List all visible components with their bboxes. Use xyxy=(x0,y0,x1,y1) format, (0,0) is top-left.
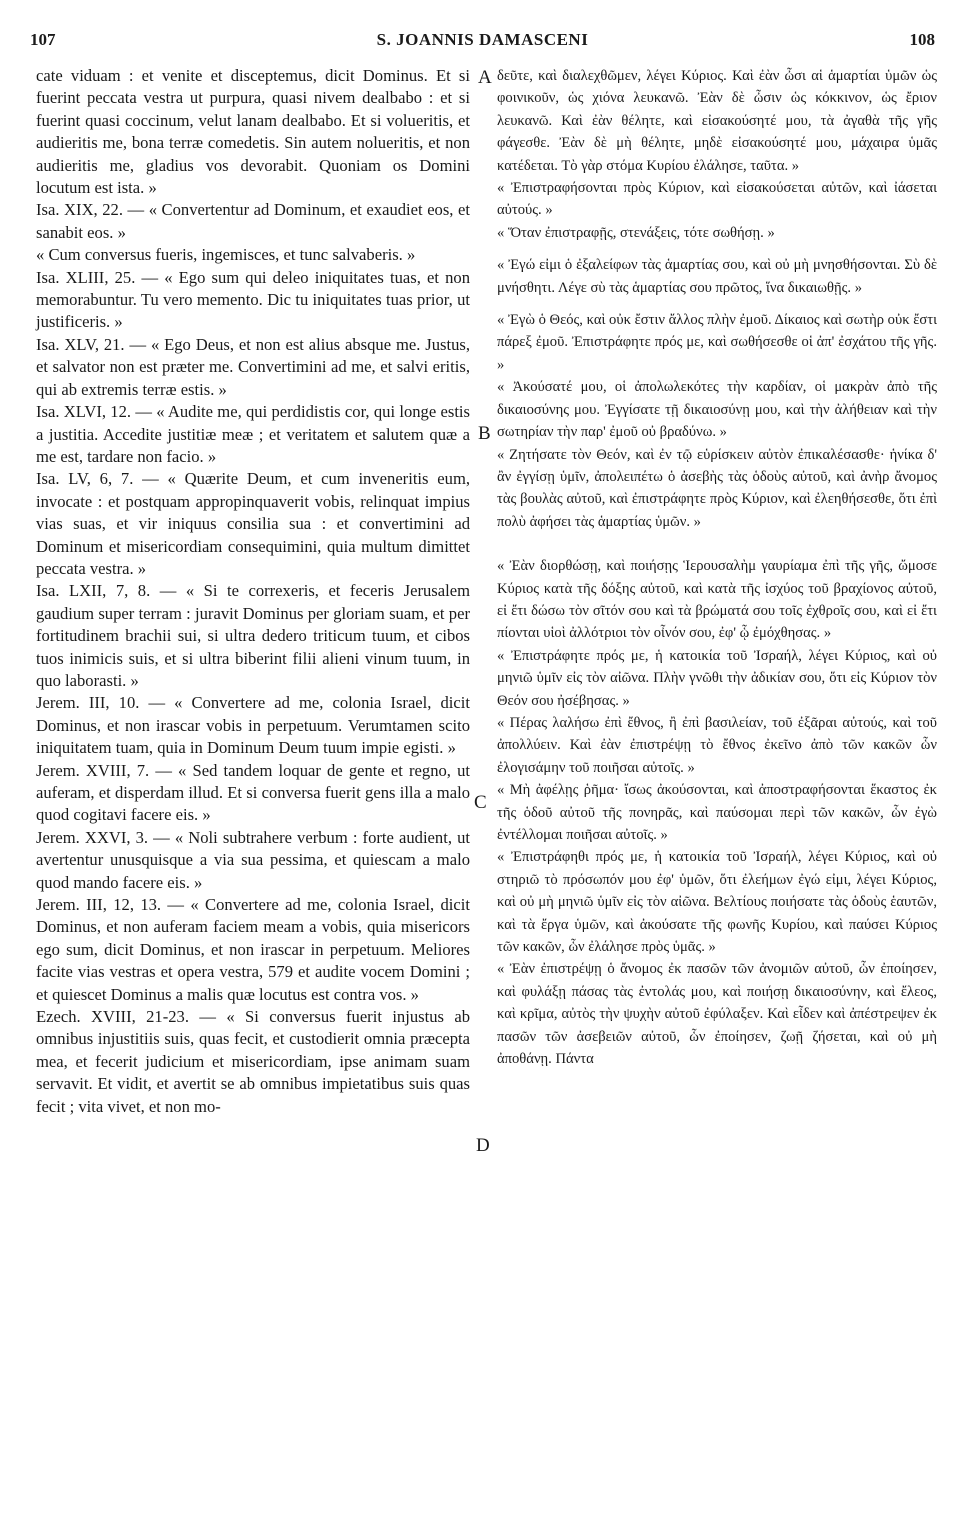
greek-column xyxy=(497,65,937,1070)
greek-paragraph: « Ζητήσατε τὸν Θεόν, καὶ ἐν τῷ εὑρίσκειν αὐτὸν ἐπικαλέσασθε· ἡνίκα δ' ἂν ἐγγίσῃ ὑμῖν, ἀπολειπέτω ὁ ἀσεβὴς τὰς ὁδοὺς αὐτοῦ, καὶ ἀνὴρ ἄνομος τὰς βουλὰς αὐτοῦ, καὶ ἐπιστράφητε πρὸς Κύριον, καὶ ἐλεηθήσεσθε, ὅτι ἐπὶ πολὺ ἀφήσει τὰς ἁμαρτίας ὑμῶν. » xyxy=(497,446,937,530)
latin-paragraph: Jerem. XVIII, 7. — « Sed tandem loquar de gente et regno, ut auferam, et disperdam illud. Et si conversa fuerit gens illa a malo quod cogitavi facere eis. » xyxy=(36,760,470,825)
latin-column xyxy=(36,65,470,1118)
greek-paragraph: « Ἐπιστράφηθι πρός με, ἡ κατοικία τοῦ Ἰσραήλ, λέγει Κύριος, καὶ οὐ στηριῶ τὸ πρόσωπόν μου ἐφ' ὑμῶν, ὅτι ἐλεήμων ἐγώ εἰμι, λέγει Κύριος, καὶ οὐ μὴ μηνιῶ ὑμῖν εἰς τὸν αἰῶνα. Βελτίους ποιήσατε τὰς ὁδοὺς ἑαυτῶν, καὶ τὰ ἔργα ὑμῶν, καὶ ἀκούσατε τῆς φωνῆς Κυρίου, καὶ παύσει Κύριος τῶν κακῶν, ὧν ἐλάλησε πρὸς ὑμᾶς. » xyxy=(497,849,937,956)
latin-paragraph: Isa. LXII, 7, 8. — « Si te correxeris, et feceris Jerusalem gaudium super terram : juravit Dominus per gloriam suam, et per fortitudinem brachii sui, si ultra dedero triticum tuum, et cibos tuos inimicis suis, et si ultra biberint filii alieni vinum tuum, in quo laborasti. » xyxy=(36,581,470,690)
latin-paragraph: Jerem. XXVI, 3. — « Noli subtrahere verbum : forte audient, ut avertentur unusquisque a via sua pessima, et quiescam a malo quod mando facere eis. » xyxy=(36,827,470,892)
latin-paragraph: Isa. XIX, 22. — « Convertentur ad Dominum, et exaudiet eos, et sanabit eos. » xyxy=(36,200,470,242)
latin-paragraph: Isa. LV, 6, 7. — « Quærite Deum, et cum inveneritis eum, invocate : et postquam appropinquaverit vobis, relinquat impius vias suas, et vir iniquus consilia sua : et convertimini ad Dominum et misericordiam consequimini, quia multum dimittet peccata vestra. » xyxy=(36,469,470,578)
latin-paragraph: Isa. XLIII, 25. — « Ego sum qui deleo iniquitates tuas, et non memorabuntur. Tu vero memento. Dic tu iniquitates tuas prior, ut justificeris. » xyxy=(36,267,470,332)
latin-paragraph: cate viduam : et venite et disceptemus, dicit Dominus. Et si fuerint peccata vestra ut purpura, quasi nivem dealbabo : et si fuerint quasi coccinum, velut lanam dealbabo. Et si volueritis, et audieritis me, bona terræ comedetis. Sin autem nolueritis, et non audieritis me, gladius vos devorabit. Quoniam os Domini locutum est ista. » xyxy=(36,66,470,198)
greek-paragraph: « Ὅταν ἐπιστραφῇς, στενάξεις, τότε σωθήσῃ. » xyxy=(497,224,775,241)
greek-paragraph: « Ἐγὼ ὁ Θεός, καὶ οὐκ ἔστιν ἄλλος πλὴν ἐμοῦ. Δίκαιος καὶ σωτὴρ οὐκ ἔστι πάρεξ ἐμοῦ. Ἐπιστράφητε πρός με, καὶ σωθήσεσθε οἱ ἀπ' ἐσχάτου τῆς γῆς. » xyxy=(497,312,937,373)
greek-paragraph: « Ἐπιστράφητε πρός με, ἡ κατοικία τοῦ Ἰσραήλ, λέγει Κύριος, καὶ οὐ μηνιῶ ὑμῖν εἰς τὸν αἰῶνα. Πλὴν γνῶθι τὴν ἀδικίαν σου, ὅτι εἰς Κύριον τὸν Θεόν σου ἠσέβησας. » xyxy=(497,647,937,709)
running-title: S. JOANNIS DAMASCENI xyxy=(376,30,589,49)
margin-marker-a: A xyxy=(478,67,492,88)
greek-paragraph: δεῦτε, καὶ διαλεχθῶμεν, λέγει Κύριος. Καὶ ἐὰν ὦσι αἱ ἁμαρτίαι ὑμῶν ὡς φοινικοῦν, ὡς χιόνα λευκανῶ. Ἐὰν δὲ ὦσιν ὡς κόκκινον, ὡς ἔριον λευκανῶ. Καὶ ἐὰν θέλητε, καὶ εἰσακούσητέ μου, τὰ ἀγαθὰ τῆς γῆς φάγεσθε. Ἐὰν δὲ μὴ θέλητε, μηδὲ εἰσακούσητέ μου, μάχαιρα ὑμᾶς κατέδεται. Τὸ γὰρ στόμα Κυρίου ἐλάλησε, ταῦτα. » xyxy=(497,68,937,174)
running-header xyxy=(30,30,935,56)
greek-paragraph: « Ἐγώ εἰμι ὁ ἐξαλείφων τὰς ἁμαρτίας σου, καὶ οὐ μὴ μνησθήσονται. Σὺ δὲ μνήσθητι. Λέγε σὺ τὰς ἁμαρτίας σου πρῶτος, ἵνα δικαιωθῇς. » xyxy=(497,257,937,296)
latin-paragraph: Jerem. III, 10. — « Convertere ad me, colonia Israel, dicit Dominus, et non irascar vobis in perpetuum. Verumtamen scito iniquitatem tuam, quia in Dominum Deum tuum impie egisti. » xyxy=(36,693,470,758)
greek-paragraph: « Πέρας λαλήσω ἐπὶ ἔθνος, ἢ ἐπὶ βασιλείαν, τοῦ ἐξᾶραι αὐτούς, καὶ τοῦ ἀπολλύειν. Καὶ ἐὰν ἐπιστρέψῃ τὸ ἔθνος ἐκεῖνο ἀπὸ τῶν κακῶν ὧν ἐλογισάμην τοῦ ποιῆσαι αὐτοῖς. » xyxy=(497,714,937,776)
margin-marker-d: D xyxy=(476,1135,490,1156)
latin-paragraph: Jerem. III, 12, 13. — « Convertere ad me, colonia Israel, dicit Dominus, et non auferam faciem meam a vobis, quia misericors ego sum, dicit Dominus, et non irascar in perpetuum. Meliores facite vias vestras et opera vestra, 579 et audite vocem Domini ; et quiescet Dominus a malis quæ locutus est contra vos. » xyxy=(36,895,470,1004)
greek-paragraph: « Ἐὰν ἐπιστρέψῃ ὁ ἄνομος ἐκ πασῶν τῶν ἀνομιῶν αὐτοῦ, ὧν ἐποίησεν, καὶ φυλάξῃ πάσας τὰς ἐντολάς μου, καὶ ποιήσῃ δικαιοσύνην, καὶ ἔλεος, καὶ κρῖμα, αὐτὸς τὴν ψυχὴν αὐτοῦ ἐφύλαξεν. Καὶ εἶδεν καὶ ἀπέστρεψεν ἐκ πασῶν τῶν ἀσεβειῶν αὐτοῦ, ὧν ἐποίησεν, ζωῇ ζήσεται, καὶ οὐ μὴ ἀποθάνῃ. Πάντα xyxy=(497,961,937,1068)
greek-paragraph: « Μὴ ἀφέλῃς ῥῆμα· ἴσως ἀκούσονται, καὶ ἀποστραφήσονται ἕκαστος ἐκ τῆς ὁδοῦ αὐτοῦ τῆς πονηρᾶς, καὶ παύσομαι περὶ τῶν κακῶν, ὧν ἐγὼ ἐντέλλομαι ποιῆσαι αὐτοῖς. » xyxy=(497,782,937,843)
latin-paragraph: Isa. XLV, 21. — « Ego Deus, et non est alius absque me. Justus, et salvator non est præter me. Convertimini ad me, et salvi eritis, qui ab extremis terræ estis. » xyxy=(36,334,470,399)
latin-paragraph: Isa. XLVI, 12. — « Audite me, qui perdidistis cor, qui longe estis a justitia. Accedite justitiæ meæ ; et veritatem et salutem quæ a me est, tardare non facio. » xyxy=(36,402,470,466)
greek-paragraph: « Ἀκούσατέ μου, οἱ ἀπολωλεκότες τὴν καρδίαν, οἱ μακρὰν ἀπὸ τῆς δικαιοσύνης μου. Ἐγγίσατε τῇ δικαιοσύνῃ μου, καὶ τὴν ἀλήθειαν καὶ τὴν σωτηρίαν τὴν παρ' ἐμοῦ οὐ βραδύνω. » xyxy=(497,379,937,441)
greek-paragraph: « Ἐὰν διορθώσῃ, καὶ ποιήσῃς Ἱερουσαλὴμ γαυρίαμα ἐπὶ τῆς γῆς, ὤμοσε Κύριος κατὰ τῆς δόξης αὐτοῦ, καὶ κατὰ τῆς ἰσχύος τοῦ βραχίονος αὐτοῦ, εἰ ἔτι δώσω τὸν σῖτόν σου καὶ τὰ βρώματά σου τοῖς ἐχθροῖς σου, καὶ εἰ ἔτι πίονται υἱοὶ ἀλλότριοι τὸν οἶνόν σου, ἐφ' ᾧ ἐμόχθησας. » xyxy=(497,558,937,642)
page-number-left: 107 xyxy=(30,30,56,49)
page-number-right: 108 xyxy=(909,30,935,49)
margin-marker-c: C xyxy=(474,792,487,813)
margin-marker-b: B xyxy=(478,423,491,444)
greek-paragraph: « Ἐπιστραφήσονται πρὸς Κύριον, καὶ εἰσακούσεται αὐτῶν, καὶ ἰάσεται αὐτούς. » xyxy=(497,180,937,219)
latin-paragraph: « Cum conversus fueris, ingemisces, et tunc salvaberis. » xyxy=(36,245,416,265)
latin-paragraph: Ezech. XVIII, 21-23. — « Si conversus fuerit injustus ab omnibus injustitiis suis, quas fecit, et custodierit omnia præcepta mea, et fecerit judicium et misericordiam, ipse animam suam servavit. Et vidit, et avertit se ab omnibus impietatibus suis quas fecit ; vita vivet, et non mo- xyxy=(36,1007,470,1116)
